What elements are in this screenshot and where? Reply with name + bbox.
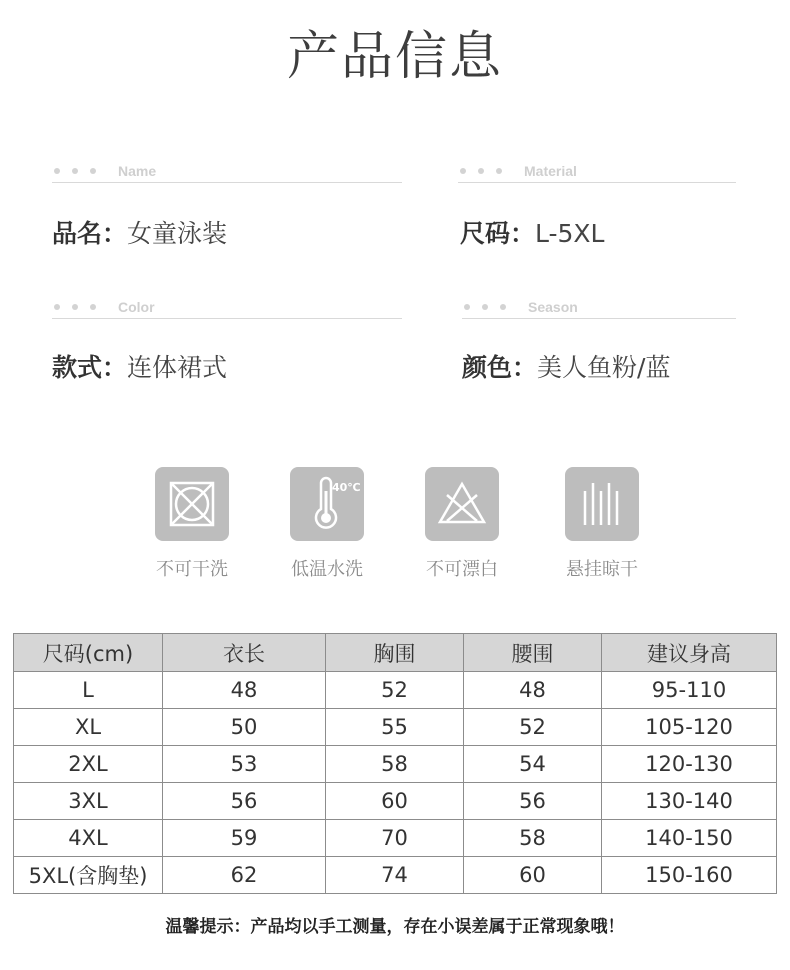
care-label: 不可漂白 [426, 559, 498, 580]
table-cell: 52 [326, 672, 464, 709]
table-cell: XL [14, 709, 163, 746]
decorative-dots [464, 304, 506, 310]
table-cell: 140-150 [602, 820, 777, 857]
table-cell: 54 [464, 746, 602, 783]
column-header: 衣长 [163, 634, 326, 672]
decorative-dots [460, 168, 502, 174]
table-cell: 58 [464, 820, 602, 857]
info-style [52, 348, 227, 384]
info-size [460, 214, 605, 250]
table-cell: 56 [163, 783, 326, 820]
table-cell: 56 [464, 783, 602, 820]
care-low-temp-wash [277, 467, 377, 581]
section-head-material [458, 160, 736, 183]
table-cell: 5XL(含胸垫) [14, 857, 163, 894]
table-cell: 60 [326, 783, 464, 820]
decorative-dots [54, 304, 96, 310]
section-label-material: Material [524, 163, 577, 179]
column-header: 尺码(cm) [14, 634, 163, 672]
care-hang-dry [552, 467, 652, 581]
table-row [14, 820, 777, 857]
table-cell: 52 [464, 709, 602, 746]
table-cell: 2XL [14, 746, 163, 783]
hang-dry-icon [565, 467, 639, 541]
table-cell: 150-160 [602, 857, 777, 894]
section-head-name [52, 160, 402, 183]
info-style-value: 连体裙式 [127, 353, 228, 382]
table-row [14, 746, 777, 783]
care-label: 低温水洗 [291, 559, 363, 580]
table-row [14, 672, 777, 709]
section-label-color: Color [118, 299, 155, 315]
table-cell: 120-130 [602, 746, 777, 783]
info-size-value: L-5XL [535, 219, 605, 248]
table-cell: 48 [464, 672, 602, 709]
table-cell: 130-140 [602, 783, 777, 820]
info-style-label: 款式： [52, 353, 128, 382]
low-temp-wash-icon [290, 467, 364, 541]
care-no-dry-clean [142, 467, 242, 581]
info-color [462, 348, 670, 384]
column-header: 腰围 [464, 634, 602, 672]
page-title: 产品信息 [286, 27, 503, 87]
table-cell: 55 [326, 709, 464, 746]
table-cell: L [14, 672, 163, 709]
section-head-season [462, 296, 736, 319]
info-name-label: 品名： [52, 219, 128, 248]
care-label: 不可干洗 [156, 559, 228, 580]
column-header: 建议身高 [602, 634, 777, 672]
info-name [52, 214, 227, 250]
section-label-season: Season [528, 299, 578, 315]
decorative-dots [54, 168, 96, 174]
info-color-label: 颜色： [462, 353, 538, 382]
table-cell: 58 [326, 746, 464, 783]
temperature-text: 40℃ [332, 481, 361, 494]
no-dry-clean-icon [155, 467, 229, 541]
table-cell: 62 [163, 857, 326, 894]
no-bleach-icon [425, 467, 499, 541]
table-row [14, 857, 777, 894]
table-cell: 70 [326, 820, 464, 857]
table-row [14, 783, 777, 820]
section-label-name: Name [118, 163, 157, 179]
table-cell: 3XL [14, 783, 163, 820]
table-cell: 95-110 [602, 672, 777, 709]
care-label: 悬挂晾干 [566, 559, 638, 580]
table-cell: 4XL [14, 820, 163, 857]
size-table [13, 633, 777, 894]
table-cell: 59 [163, 820, 326, 857]
table-cell: 105-120 [602, 709, 777, 746]
table-cell: 74 [326, 857, 464, 894]
table-cell: 48 [163, 672, 326, 709]
info-size-label: 尺码： [460, 219, 536, 248]
section-head-color [52, 296, 402, 319]
info-name-value: 女童泳装 [127, 219, 228, 248]
table-header-row [14, 634, 777, 672]
table-cell: 50 [163, 709, 326, 746]
table-cell: 53 [163, 746, 326, 783]
column-header: 胸围 [326, 634, 464, 672]
care-no-bleach [412, 467, 512, 581]
table-cell: 60 [464, 857, 602, 894]
measurement-tip: 温馨提示：产品均以手工测量，存在小误差属于正常现象哦！ [165, 917, 625, 937]
info-color-value: 美人鱼粉/蓝 [537, 353, 671, 382]
table-row [14, 709, 777, 746]
